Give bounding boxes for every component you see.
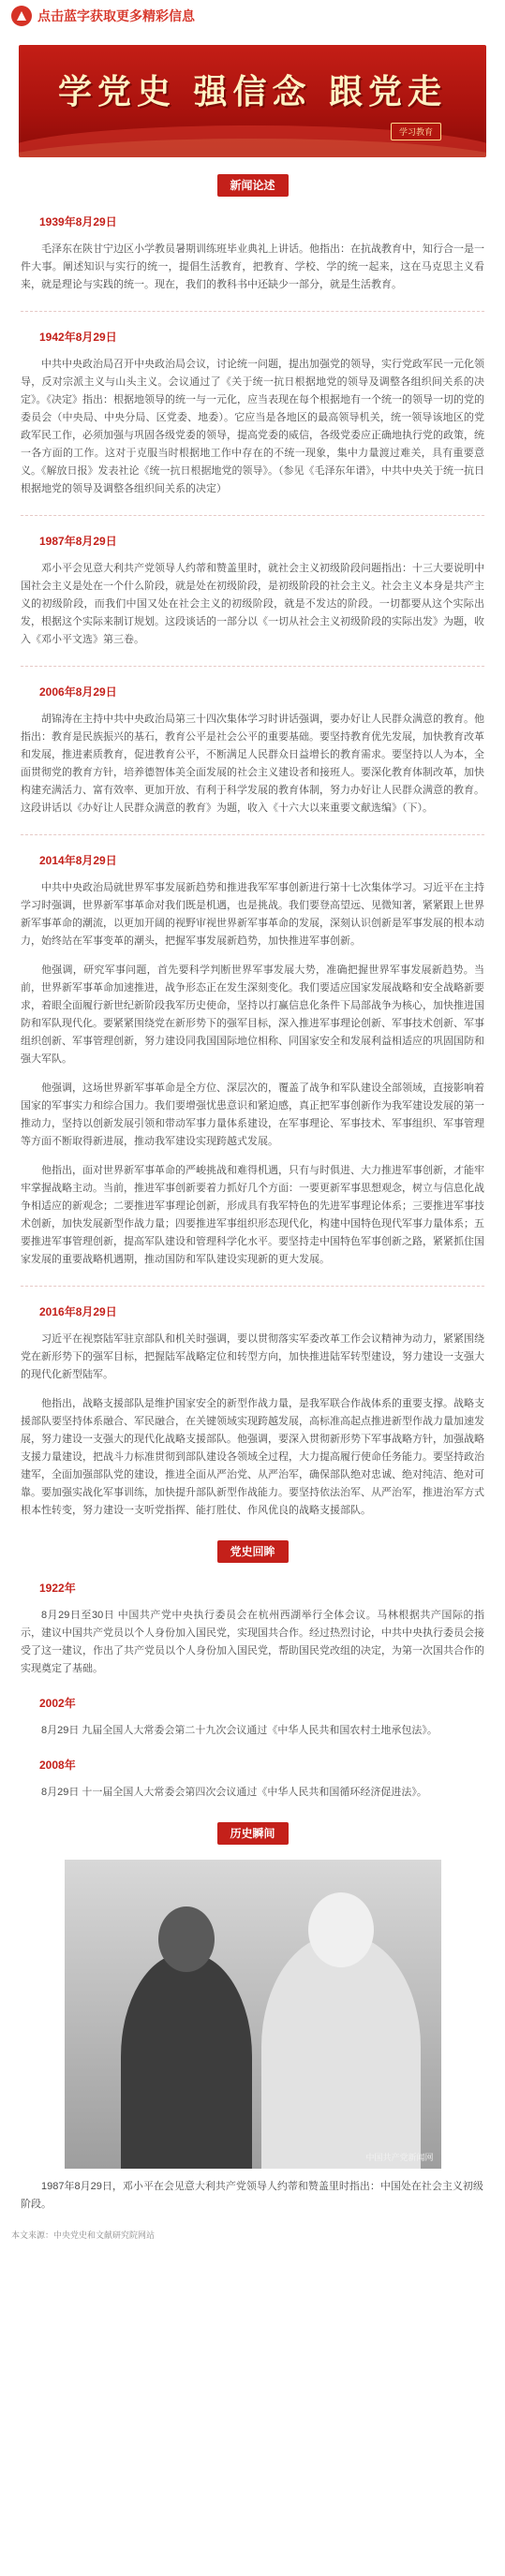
news-paragraph: 邓小平会见意大利共产党领导人约蒂和赞盖里时，就社会主义初级阶段问题指出：十三大要说明中国社会主义是处在一个什么阶段，就是处在初级阶段，是初级阶段的社会主义。社会主义本身是共产主义的初级阶段，而我们中国又处在社会主义的初级阶段，就是不发达的阶段。一切都要从这个实际出发，根据这个实际来制订规划。这段谈话的一部分以《一切从社会主义初级阶段的实际出发》为题，收入《邓小平文选》第三卷。 xyxy=(21,563,484,645)
follow-bar[interactable] xyxy=(0,0,505,32)
news-paragraph: 毛泽东在陕甘宁边区小学教员暑期训练班毕业典礼上讲话。他指出：在抗战教育中，知行合一是一件大事。阐述知识与实行的统一，提倡生活教育，把教育、学校、学的统一起来，这在马克思主义看来，就是理论与实践的统一。现在，我们的教科书中还缺少一部分，就是生活教育。 xyxy=(21,243,484,290)
news-paragraph: 习近平在视察陆军驻京部队和机关时强调，要以贯彻落实军委改革工作会议精神为动力，紧紧围绕党在新形势下的强军目标，把握陆军战略定位和转型方向，加快推进陆军转型建设，努力建设一支强大的现代化新型陆军。 xyxy=(21,1333,484,1380)
source-note: 本文来源：中央党史和文献研究院网站 xyxy=(11,2230,156,2240)
photo-watermark: 中国共产党新闻网 xyxy=(365,2153,434,2162)
news-date: 1987年8月29日 xyxy=(39,535,117,548)
event-paragraph: 8月29日 九届全国人大常委会第二十九次会议通过《中华人民共和国农村土地承包法》。 xyxy=(41,1725,438,1736)
photo-figure-right-head xyxy=(308,1892,374,1967)
news-paragraph: 中共中央政治局就世界军事发展新趋势和推进我军军事创新进行第十七次集体学习。习近平在主持学习时强调，世界新军事革命对我们既是机遇，也是挑战。我们要登高望远、见微知著，紧紧跟上世界新军事革命的潮流，以更加开阔的视野审视世界新军事革命的发展，深刻认识创新是军事发展的根本动力，始终站在军事变革的潮头，把握军事发展新趋势，加快推进军事创新。 xyxy=(21,882,484,947)
divider xyxy=(21,311,484,312)
news-paragraph: 他指出，面对世界新军事革命的严峻挑战和难得机遇，只有与时俱进、大力推进军事创新，才能牢牢掌握战略主动。当前，推进军事创新要着力抓好几个方面：一要更新军事思想观念，树立与信息化战争相适应的新观念；二要推进军事理论创新，形成具有我军特色的先进军事理论体系；三要推进军事技术创新，加快发展新型作战力量；四要推进军事组织形态现代化，构建中国特色现代军事力量体系；五要推进军事管理创新，提高军队建设和管理科学化水平。要坚持走中国特色军事创新之路，紧紧抓住国家发展的重要战略机遇期，推动国防和军队建设实现新的更大发展。 xyxy=(21,1165,484,1265)
photo-caption: 1987年8月29日，邓小平在会见意大利共产党领导人约蒂和赞盖里时指出：中国处在社会主义初级阶段。 xyxy=(21,2181,483,2210)
news-date: 1942年8月29日 xyxy=(39,331,117,344)
event-year: 1922年 xyxy=(39,1582,76,1595)
news-paragraph: 中共中央政治局召开中央政治局会议，讨论统一问题，提出加强党的领导，实行党政军民一元化领导，反对宗派主义与山头主义。会议通过了《关于统一抗日根据地党的领导及调整各组织间关系的决定》。《决定》指出：根据地领导的统一与一元化，应当表现在每个根据地有一个统一的领导一切的党的委员会（中央局、中央分局、区党委、地委）。它应当是各地区的最高领导机关，统一领导该地区的党政军民工作，必须加强与巩固各级党委的领导，提高党委的威信，各级党委应正确地执行党的政策，统一各方面的工作。这对于克服当时根据地工作中存在的不统一现象，集中力量渡过难关，具有重要意义。《解放日报》发表社论《统一抗日根据地党的领导》。（参见《毛泽东年谱》，中共中央关于统一抗日根据地党的领导及调整各组织间关系的决定） xyxy=(21,359,484,494)
banner-slogan: 学党史 强信念 跟党走 xyxy=(57,72,448,111)
news-paragraph: 胡锦涛在主持中共中央政治局第三十四次集体学习时讲话强调，要办好让人民群众满意的教育。他指出：教育是民族振兴的基石，教育公平是社会公平的重要基础。要坚持教育优先发展，加快教育改革和发展，推进素质教育，促进教育公平，不断满足人民群众日益增长的教育需求。要坚持以人为本，全面贯彻党的教育方针，培养德智体美全面发展的社会主义建设者和接班人。要深化教育体制改革，加快构建充满活力、富有效率、更加开放、有利于科学发展的教育体制，努力办好让人民群众满意的教育。这段讲话以《办好让人民群众满意的教育》为题，收入《十六大以来重要文献选编》（下）。 xyxy=(21,714,484,814)
section-title-news: 新闻论述 xyxy=(217,174,289,197)
divider xyxy=(21,666,484,667)
news-list xyxy=(0,213,505,1520)
historical-photo xyxy=(65,1860,441,2169)
photo-figure-left xyxy=(121,1953,252,2169)
event-paragraph: 8月29日至30日 中国共产党中央执行委员会在杭州西湖举行全体会议。马林根据共产国际的指示，建议中国共产党员以个人身份加入国民党，实现国共合作。经过热烈讨论，中共中央执行委员会接受了这一建议，作出了共产党员以个人身份加入国民党，帮助国民党改组的决定，为第一次国共合作的实现奠定了基础。 xyxy=(21,1610,484,1674)
section-title-events: 党史回眸 xyxy=(217,1540,289,1563)
banner-badge: 学习教育 xyxy=(391,123,441,140)
events-list xyxy=(0,1580,505,1802)
news-paragraph: 他指出，战略支援部队是维护国家安全的新型作战力量，是我军联合作战体系的重要支撑。战略支援部队要坚持体系融合、军民融合，在关键领域实现跨越发展，高标准高起点推进新型作战力量加速发展，努力建设一支强大的现代化战略支援部队。他强调，要深入贯彻新形势下军事战略方针，加强战略支援力量建设，把战斗力标准贯彻到部队建设各领域全过程，大力提高履行使命任务能力。要坚持政治建军，全面加强部队党的建设，推进全面从严治党、从严治军，确保部队绝对忠诚、绝对纯洁、绝对可靠。要加强实战化军事训练，加快提升部队新型作战能力。要坚持依法治军、从严治军，推进治军方式根本性转变，努力建设一支听党指挥、能打胜仗、作风优良的战略支援部队。 xyxy=(21,1398,484,1516)
news-date: 2016年8月29日 xyxy=(39,1305,117,1318)
section-title-photo: 历史瞬间 xyxy=(217,1822,289,1845)
photo-figure-right xyxy=(261,1935,421,2169)
news-date: 2006年8月29日 xyxy=(39,685,117,699)
event-year: 2002年 xyxy=(39,1697,76,1710)
news-paragraph: 他强调，研究军事问题，首先要科学判断世界军事发展大势，准确把握世界军事发展新趋势。当前，世界新军事革命加速推进，战争形态正在发生深刻变化。我们要适应国家发展战略和安全战略新要求，着眼全面履行新世纪新阶段我军历史使命，坚持以打赢信息化条件下局部战争为核心，加快推进国防和军队现代化。要紧紧围绕党在新形势下的强军目标，深入推进军事理论创新、军事技术创新、军事组织创新、军事管理创新，努力建设同我国国际地位相称、同国家安全和发展利益相适应的巩固国防和强大军队。 xyxy=(21,964,484,1065)
logo-icon xyxy=(11,6,32,26)
follow-cta-link[interactable]: 点击蓝字获取更多精彩信息 xyxy=(37,8,195,23)
news-date: 2014年8月29日 xyxy=(39,854,117,867)
header-banner xyxy=(19,45,486,157)
divider xyxy=(21,834,484,835)
divider xyxy=(21,1286,484,1287)
divider xyxy=(21,515,484,516)
news-paragraph: 他强调，这场世界新军事革命是全方位、深层次的，覆盖了战争和军队建设全部领域，直接影响着国家的军事实力和综合国力。我们要增强忧患意识和紧迫感，真正把军事创新作为我军建设发展的第一推动力，坚持以创新发展引领和带动军事力量体系建设，在军事理论、军事技术、军事组织、军事管理等方面不断取得新进展，推动我军建设实现跨越式发展。 xyxy=(21,1082,484,1147)
news-date: 1939年8月29日 xyxy=(39,215,117,228)
photo-figure-left-head xyxy=(158,1906,215,1972)
event-year: 2008年 xyxy=(39,1759,76,1772)
event-paragraph: 8月29日 十一届全国人大常委会第四次会议通过《中华人民共和国循环经济促进法》。 xyxy=(41,1787,427,1798)
